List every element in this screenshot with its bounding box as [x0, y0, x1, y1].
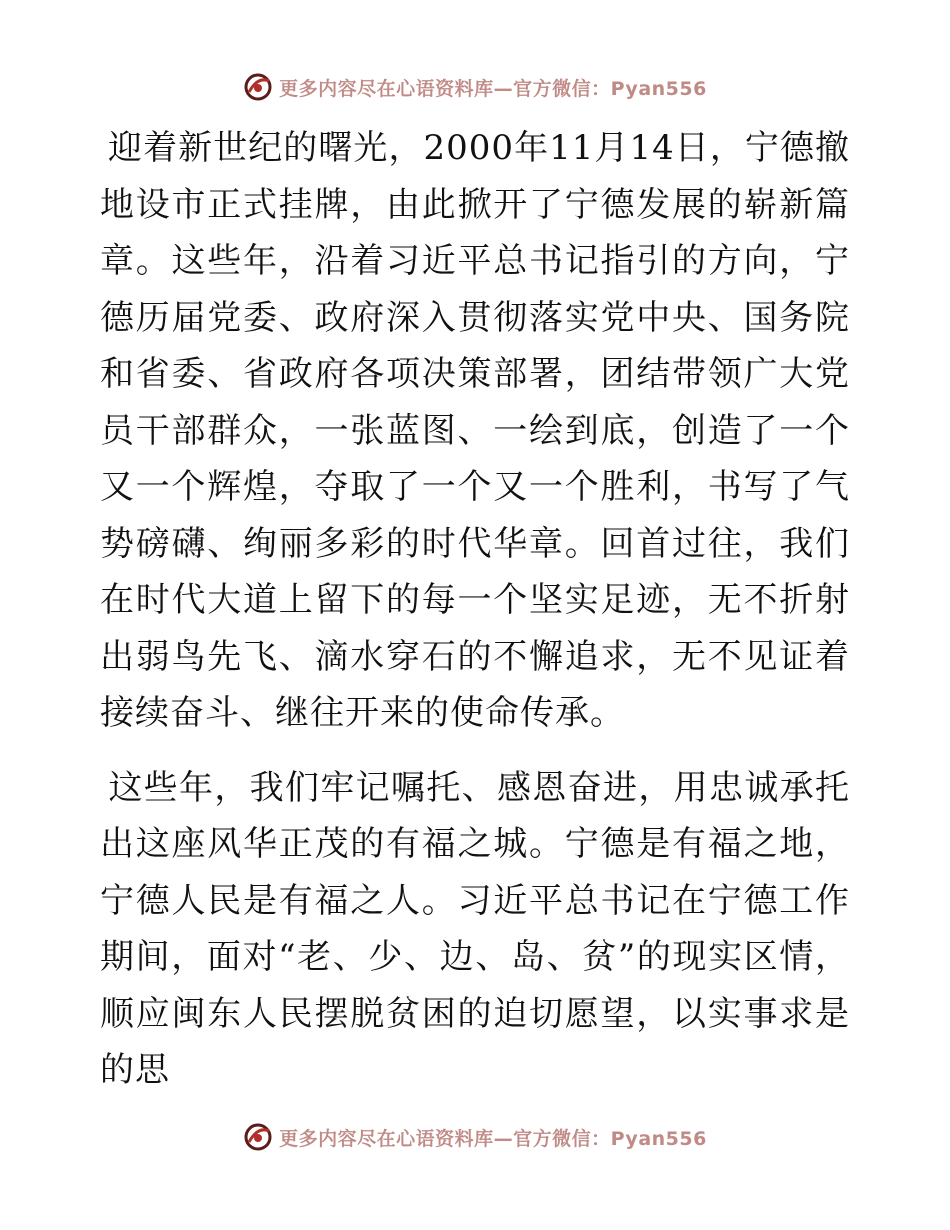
header-banner-text: 更多内容尽在心语资料库—官方微信：Pyan556 [279, 77, 707, 100]
document-body [100, 120, 850, 1117]
paragraph-1-text: 迎着新世纪的曙光，2000年11月14日，宁德撤地设市正式挂牌，由此掀开了宁德发展的崭新篇章。这些年，沿着习近平总书记指引的方向，宁德历届党委、政府深入贯彻落实党中央、国务院和省委、省政府各项决策部署，团结带领广大党员干部群众，一张蓝图、一绘到底，创造了一个又一个辉煌，夺取了一个又一个胜利，书写了气势磅礴、绚丽多彩的时代华章。回首过往，我们在时代大道上留下的每一个坚实足迹，无不折射出弱鸟先飞、滴水穿石的不懈追求，无不见证着接续奋斗、继往开来的使命传承。 [100, 128, 850, 733]
footer-banner-text: 更多内容尽在心语资料库—官方微信：Pyan556 [279, 1127, 707, 1150]
brand-logo-icon [243, 1122, 273, 1152]
footer-banner [0, 1122, 950, 1152]
paragraph-2 [100, 760, 850, 1099]
paragraph-1 [100, 120, 850, 742]
brand-logo-icon [243, 72, 273, 102]
header-banner [0, 72, 950, 102]
paragraph-2-text: 这些年，我们牢记嘱托、感恩奋进，用忠诚承托出这座风华正茂的有福之城。宁德是有福之地，宁德人民是有福之人。习近平总书记在宁德工作期间，面对“老、少、边、岛、贫”的现实区情，顺应闽东人民摆脱贫困的迫切愿望，以实事求是的思 [100, 767, 850, 1090]
